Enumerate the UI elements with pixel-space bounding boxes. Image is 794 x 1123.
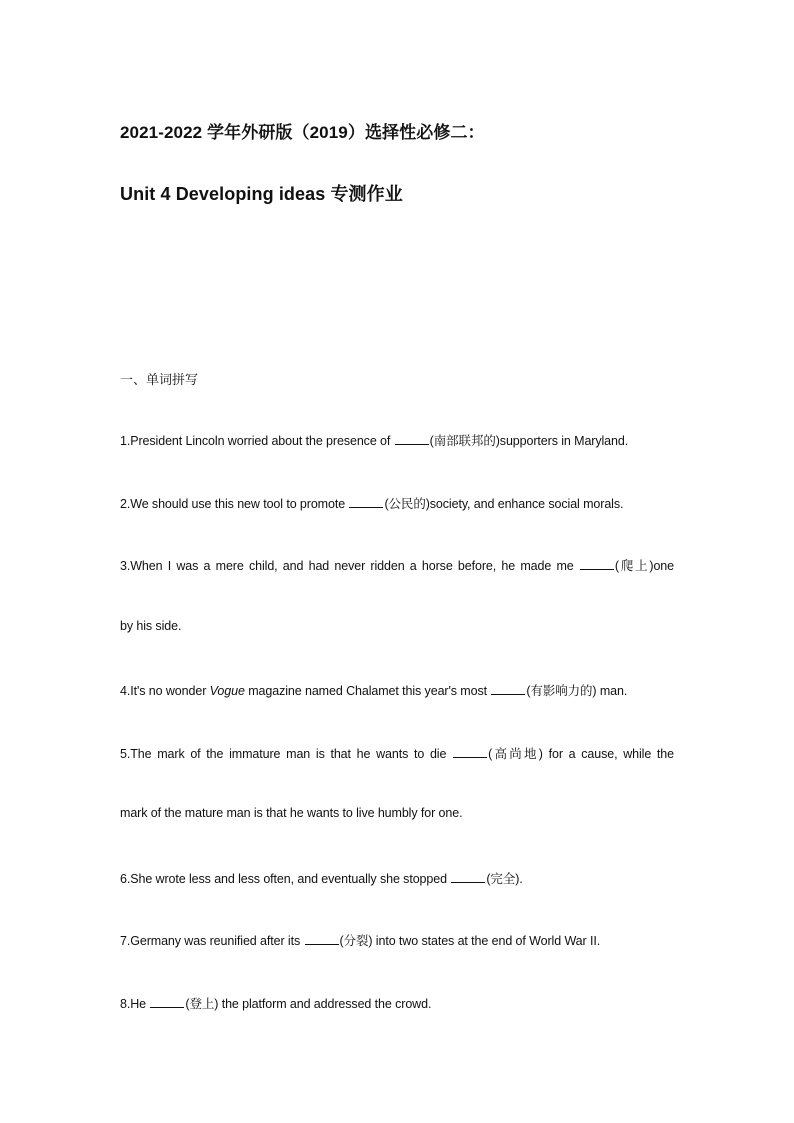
question-text: society, and enhance social morals. (429, 497, 624, 511)
question-text: one (653, 559, 674, 573)
question-number: 8. (120, 997, 131, 1011)
magazine-name: Vogue (209, 684, 245, 698)
chinese-hint: (公民的) (384, 497, 430, 511)
question-text: She wrote less and less often, and eventually she stopped (130, 872, 451, 886)
question-text: the platform and addressed the crowd. (218, 997, 432, 1011)
question-2 (120, 494, 623, 512)
question-text: . (519, 872, 523, 886)
question-number: 1. (120, 434, 131, 448)
question-number: 6. (120, 872, 131, 886)
chinese-hint: (有影响力的) (526, 684, 597, 698)
question-text: for a cause, while the (542, 747, 675, 761)
question-number: 2. (120, 497, 131, 511)
question-7 (120, 931, 600, 949)
question-text: Germany was reunified after its (130, 934, 304, 948)
answer-blank[interactable] (305, 932, 339, 945)
question-1 (120, 431, 628, 449)
question-text: We should use this new tool to promote (130, 497, 349, 511)
answer-blank[interactable] (453, 745, 487, 758)
question-5-continuation: mark of the mature man is that he wants to live humbly for one. (120, 806, 463, 820)
answer-blank[interactable] (491, 682, 525, 695)
question-text: supporters in Maryland. (499, 434, 629, 448)
question-4 (120, 681, 627, 699)
answer-blank[interactable] (349, 495, 383, 508)
question-text: into two states at the end of World War II. (372, 934, 601, 948)
question-text: man. (596, 684, 628, 698)
question-5 (120, 744, 674, 762)
question-text: He (130, 997, 150, 1011)
question-3 (120, 556, 674, 574)
question-6 (120, 869, 523, 887)
question-text: magazine named Chalamet this year's most (244, 684, 491, 698)
chinese-hint: (分裂) (339, 934, 373, 948)
chinese-hint: (登上) (185, 997, 219, 1011)
chinese-hint: (高尚地) (488, 747, 543, 761)
question-number: 7. (120, 934, 131, 948)
question-text: President Lincoln worried about the presence of (130, 434, 394, 448)
chinese-hint: (爬上) (614, 559, 654, 573)
chinese-hint: (完全) (486, 872, 520, 886)
question-8 (120, 994, 431, 1012)
section-heading: 一、单词拼写 (120, 372, 199, 387)
document-title: 2021-2022 学年外研版（2019）选择性必修二： (120, 123, 485, 142)
question-number: 4. (120, 684, 131, 698)
question-text: When I was a mere child, and had never ridden a horse before, he made me (130, 559, 579, 573)
question-text: It's no wonder (130, 684, 210, 698)
document-subtitle: Unit 4 Developing ideas 专测作业 (120, 184, 403, 204)
question-number: 3. (120, 559, 131, 573)
chinese-hint: (南部联邦的) (429, 434, 500, 448)
question-3-continuation: by his side. (120, 619, 182, 633)
answer-blank[interactable] (580, 557, 614, 570)
answer-blank[interactable] (150, 995, 184, 1008)
answer-blank[interactable] (395, 432, 429, 445)
answer-blank[interactable] (451, 870, 485, 883)
question-text: The mark of the immature man is that he wants to die (130, 747, 453, 761)
question-number: 5. (120, 747, 131, 761)
